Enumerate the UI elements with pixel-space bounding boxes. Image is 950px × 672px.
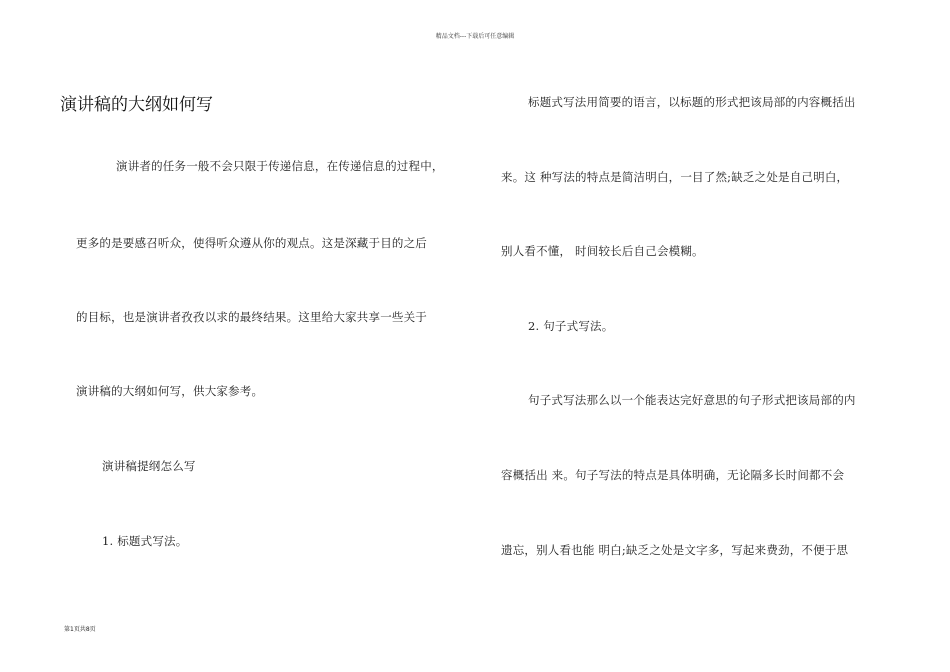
- right-line-5: 句子式写法那么以一个能表达完好意思的句子形式把该局部的内: [528, 393, 856, 407]
- left-line-2: 更多的是要感召听众，使得听众遵从你的观点。这是深藏于目的之后: [76, 236, 427, 250]
- right-list-item-2: 2. 句子式写法。: [528, 319, 614, 333]
- page-number: 第1页共8页: [64, 626, 96, 633]
- left-subheading: 演讲稿提纲怎么写: [102, 459, 196, 473]
- right-line-2: 来。这 种写法的特点是简洁明白，一目了然;缺乏之处是自己明白，: [501, 170, 849, 184]
- document-title: 演讲稿的大纲如何写: [60, 95, 213, 115]
- left-line-3: 的目标，也是演讲者孜孜以求的最终结果。这里给大家共享一些关于: [76, 310, 427, 324]
- right-line-7: 遗忘，别人看也能 明白;缺乏之处是文字多，写起来费劲，不便于思: [501, 543, 849, 557]
- left-line-4: 演讲稿的大纲如何写，供大家参考。: [76, 384, 264, 398]
- right-line-1: 标题式写法用简要的语言，以标题的形式把该局部的内容概括出: [528, 95, 856, 109]
- left-line-1: 演讲者的任务一般不会只限于传递信息，在传递信息的过程中，: [116, 159, 444, 173]
- left-list-item-1: 1. 标题式写法。: [102, 534, 188, 548]
- right-line-3: 别人看不懂， 时间较长后自己会模糊。: [501, 244, 704, 258]
- page-header: 精品文档---下载后可任意编辑: [435, 33, 515, 40]
- right-line-6: 容概括出 来。句子写法的特点是具体明确，无论隔多长时间都不会: [501, 468, 845, 482]
